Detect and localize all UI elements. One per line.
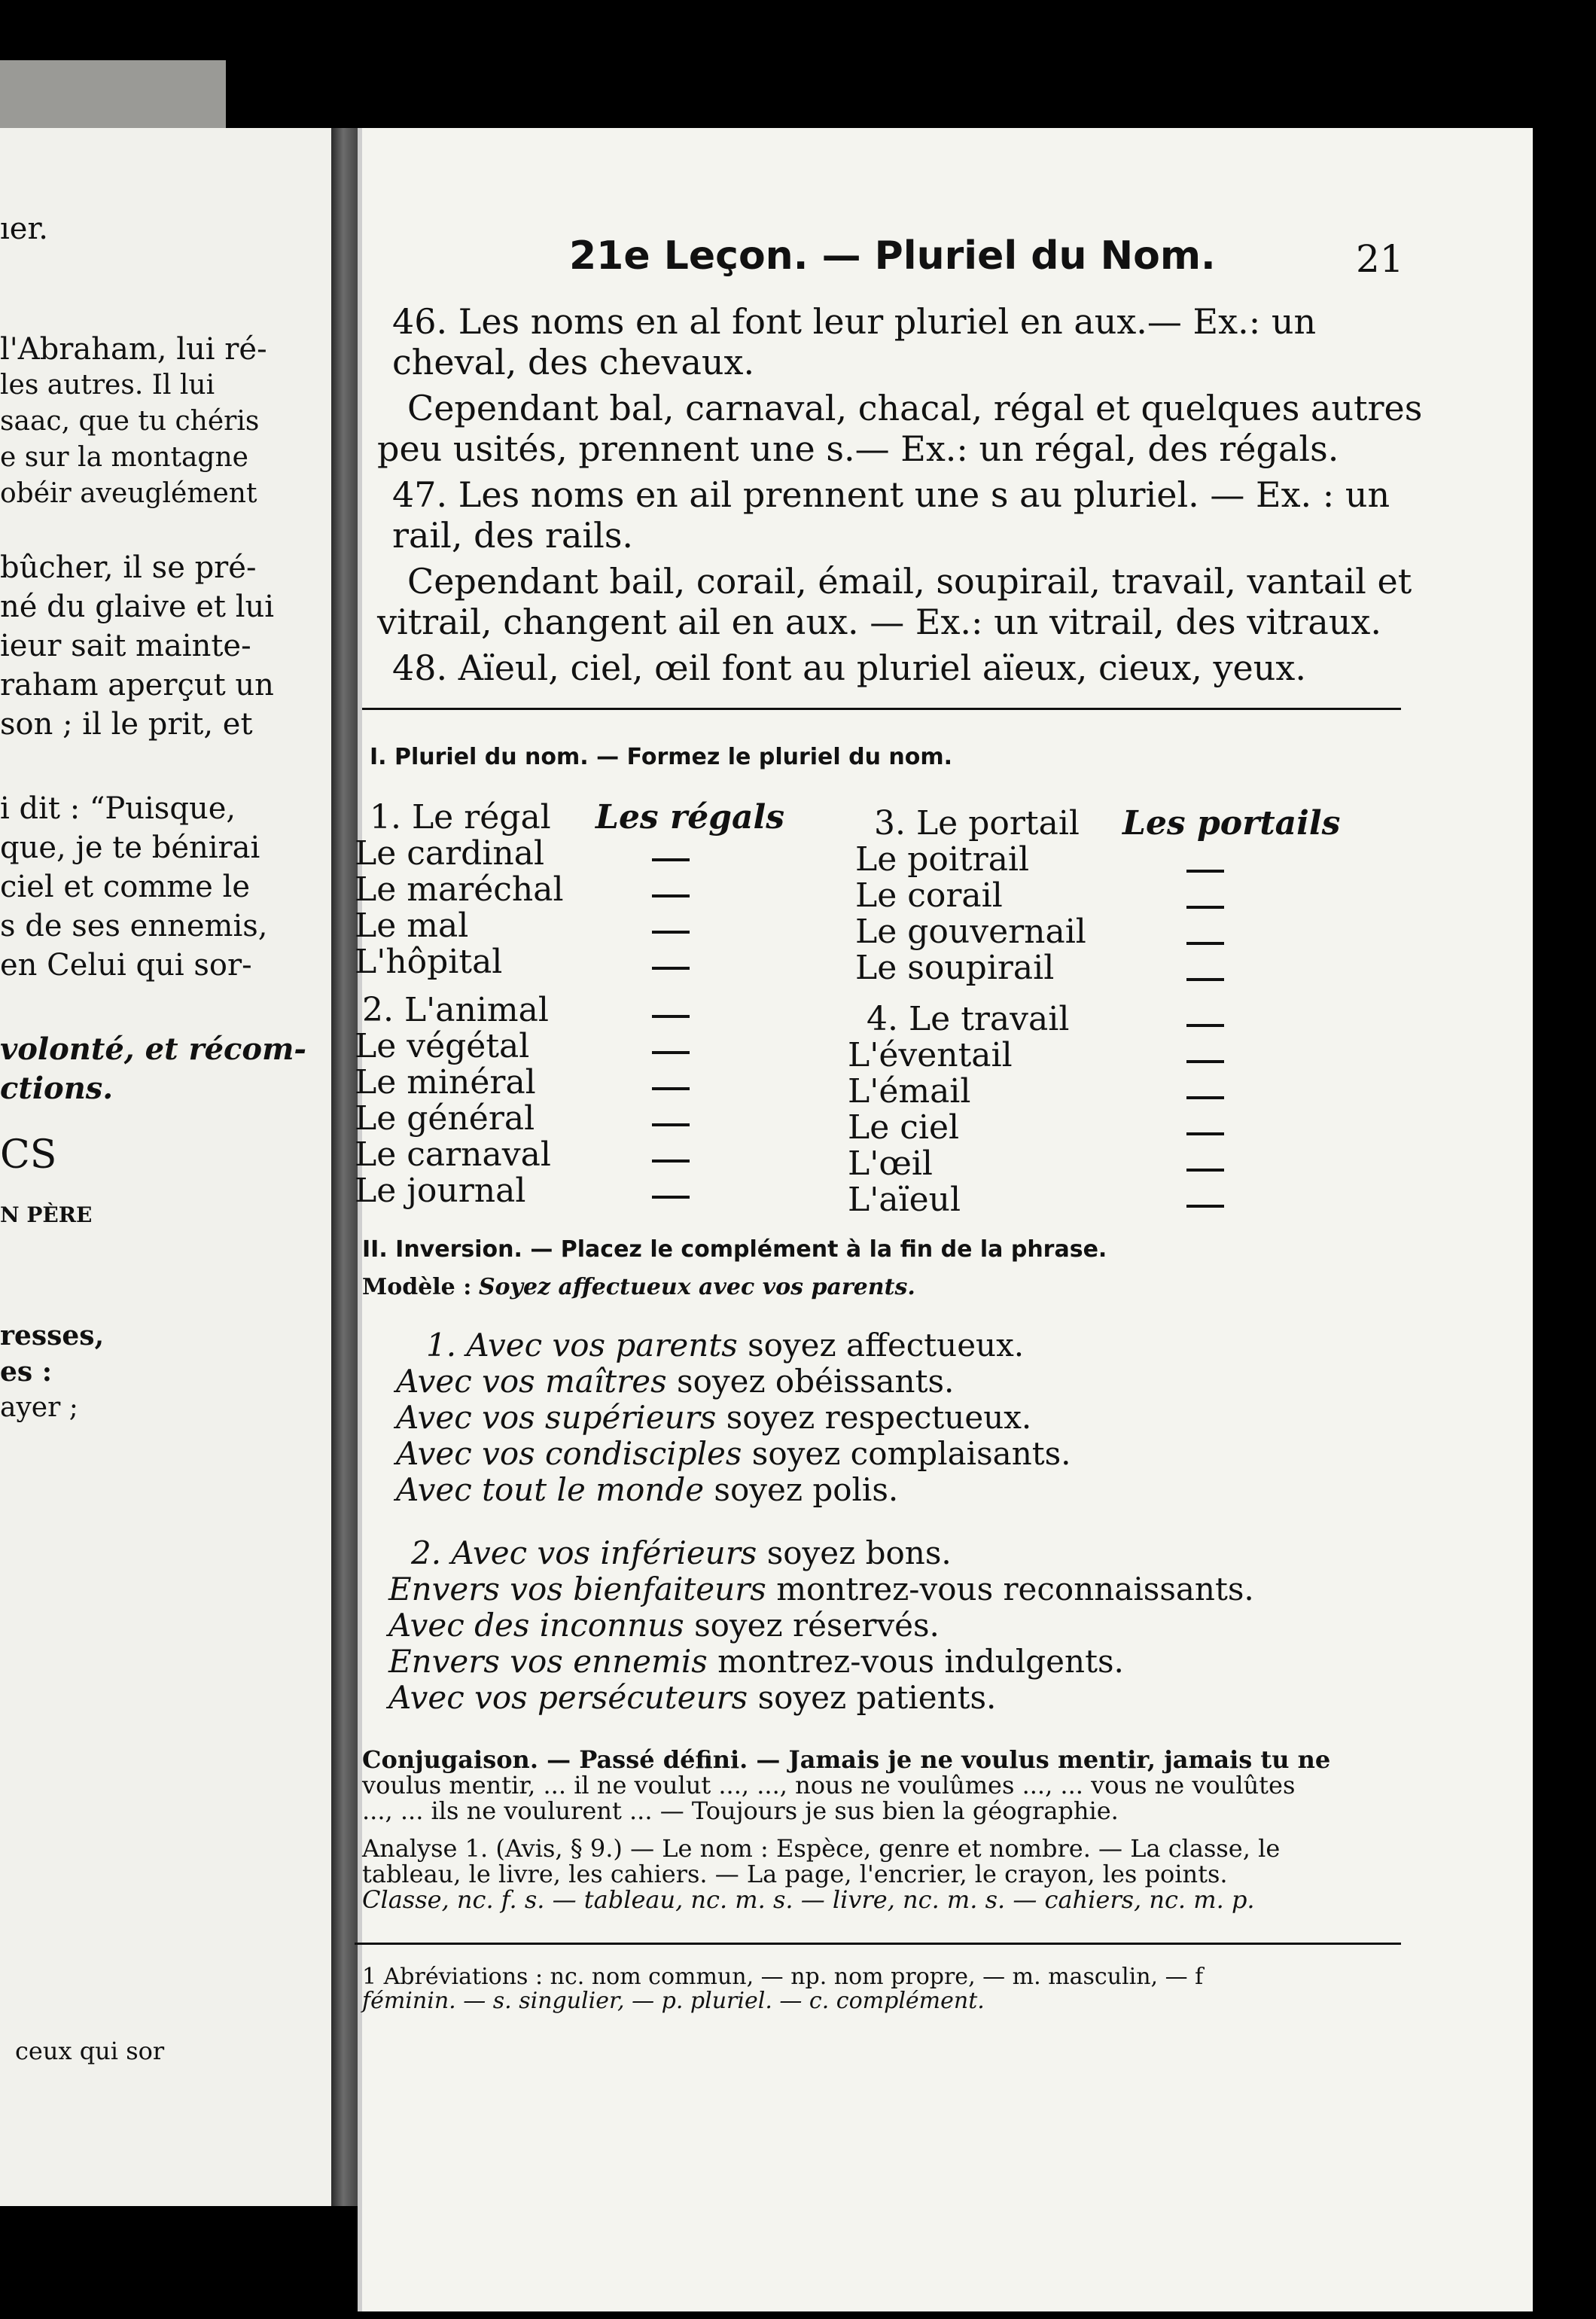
word-item: Le maréchal xyxy=(355,870,564,909)
answer-blank xyxy=(652,1196,690,1199)
sentence-complement: Envers vos bienfaiteurs xyxy=(388,1571,766,1607)
sentence-rest: soyez affectueux. xyxy=(737,1327,1025,1364)
left-line: i dit : “Puisque, xyxy=(0,791,236,826)
answer-example: Les régals xyxy=(595,798,784,836)
answer-blank xyxy=(1186,906,1224,909)
rule-48 xyxy=(392,648,1306,688)
left-line: ıer. xyxy=(0,212,48,246)
left-line: que, je te bénirai xyxy=(0,830,260,865)
model-label: Modèle : xyxy=(362,1274,472,1300)
sentence-line xyxy=(388,1569,1254,1610)
answer-blank xyxy=(1186,978,1224,981)
left-line: es : xyxy=(0,1356,52,1388)
answer-blank xyxy=(1186,942,1224,945)
footnote xyxy=(362,1965,1416,2013)
rule-46-exception: Cependant bal, carnaval, chacal, régal et quelques autres peu usités, prennent une s.— Ex.: un régal, des régals. xyxy=(377,388,1423,469)
right-page xyxy=(355,128,1533,2311)
answer-blank xyxy=(652,1087,690,1090)
answer-blank xyxy=(652,967,690,970)
sentence-line xyxy=(388,1678,996,1718)
left-line: volonté, et récom- xyxy=(0,1032,306,1067)
left-line: e sur la montagne xyxy=(0,442,248,473)
model-text: Soyez affectueux avec vos parents. xyxy=(478,1274,915,1300)
left-line: raham aperçut un xyxy=(0,668,274,702)
word-item: Le carnaval xyxy=(355,1135,551,1174)
left-line: obéir aveuglément xyxy=(0,478,257,509)
rule-47-exception: Cependant bail, corail, émail, soupirail, travail, vantail et vitrail, changent ail en aux. — Ex.: un vitrail, des vitraux. xyxy=(377,561,1412,642)
sentence-line xyxy=(388,1641,1124,1682)
left-line: bûcher, il se pré- xyxy=(0,550,257,585)
word-item: L'éventail xyxy=(848,1036,1013,1074)
rule-47 xyxy=(392,474,1446,556)
analysis-line: Analyse 1. (Avis, § 9.) — Le nom : Espèce, genre et nombre. — La classe, le xyxy=(362,1834,1281,1863)
answer-blank xyxy=(1186,1132,1224,1135)
conjugation-line: voulus mentir, ... il ne voulut ..., ..., nous ne voulûmes ..., ... vous ne voulûtes xyxy=(362,1771,1296,1799)
footnote-divider xyxy=(355,1943,1401,1945)
answer-blank xyxy=(1186,1024,1224,1027)
answer-blank xyxy=(652,1015,690,1018)
sentence-rest: soyez bons. xyxy=(757,1534,952,1571)
word-item: Le gouvernail xyxy=(855,913,1086,951)
left-line: son ; il le prit, et xyxy=(0,707,253,742)
left-line: s de ses ennemis, xyxy=(0,909,268,943)
analysis-line: tableau, le livre, les cahiers. — La page, l'encrier, le crayon, les points. xyxy=(362,1860,1228,1888)
answer-blank xyxy=(652,931,690,934)
answer-blank xyxy=(652,858,690,861)
conjugation-block xyxy=(362,1747,1386,1824)
page-number: 21 xyxy=(1356,237,1404,281)
left-line: ieur sait mainte- xyxy=(0,629,251,663)
sentence-line xyxy=(396,1397,1031,1438)
rule-number: 48. xyxy=(392,648,448,688)
sentence-complement: Avec tout le monde xyxy=(396,1471,705,1508)
left-line: resses, xyxy=(0,1320,105,1351)
sentence-line xyxy=(426,1325,1024,1366)
left-line: en Celui qui sor- xyxy=(0,948,252,983)
answer-blank xyxy=(1186,1169,1224,1172)
left-line: ctions. xyxy=(0,1071,114,1106)
sentence-complement: Envers vos ennemis xyxy=(388,1643,708,1680)
footnote-line: 1 Abréviations : nc. nom commun, — np. nom propre, — m. masculin, — f xyxy=(362,1964,1204,1990)
sentence-line xyxy=(411,1533,952,1574)
conjugation-line: Conjugaison. — Passé défini. — Jamais je ne voulus mentir, jamais tu ne xyxy=(362,1745,1331,1774)
left-page xyxy=(0,128,331,2206)
word-item: Le soupirail xyxy=(855,949,1055,987)
word-item: Le corail xyxy=(855,876,1003,915)
word-item: Le cardinal xyxy=(355,834,545,873)
sentence-complement: Avec vos maîtres xyxy=(396,1363,667,1400)
sentence-complement: Avec vos persécuteurs xyxy=(388,1679,748,1716)
exercise-2-title: II. Inversion. — Placez le complément à la fin de la phrase. xyxy=(362,1236,1107,1263)
rule-text: Aïeul, ciel, œil font au pluriel aïeux, cieux, yeux. xyxy=(458,648,1306,688)
sentence-rest: soyez obéissants. xyxy=(666,1363,955,1400)
sentence-rest: soyez patients. xyxy=(748,1679,997,1716)
word-item: L'œil xyxy=(848,1144,933,1183)
word-item: 4. Le travail xyxy=(867,1000,1070,1038)
sentence-complement: 2. Avec vos inférieurs xyxy=(411,1534,757,1571)
rule-text: Les noms en ail prennent une s au pluriel. — Ex. : un rail, des rails. xyxy=(392,474,1390,556)
answer-blank xyxy=(1186,870,1224,873)
sentence-rest: soyez réservés. xyxy=(684,1607,940,1644)
word-item: 2. L'animal xyxy=(362,991,549,1029)
answer-blank xyxy=(652,1051,690,1054)
word-item: L'hôpital xyxy=(355,943,503,981)
sentence-line xyxy=(396,1434,1071,1474)
word-item: Le général xyxy=(355,1099,535,1138)
word-item: Le journal xyxy=(355,1172,526,1210)
exercise-1-title: I. Pluriel du nom. — Formez le pluriel du nom. xyxy=(370,744,953,770)
left-page-edge xyxy=(0,60,226,128)
word-item: L'aïeul xyxy=(848,1181,961,1219)
answer-blank xyxy=(652,1123,690,1126)
analysis-line: Classe, nc. f. s. — tableau, nc. m. s. — livre, nc. m. s. — cahiers, nc. m. p. xyxy=(362,1885,1255,1914)
left-line: ceux qui sor xyxy=(15,2037,165,2065)
conjugation-line: ..., ... ils ne voulurent ... — Toujours je sus bien la géographie. xyxy=(362,1796,1119,1825)
analysis-block xyxy=(362,1836,1386,1912)
rule-number: 47. xyxy=(392,474,448,515)
word-item: Le végétal xyxy=(355,1027,530,1065)
left-line: les autres. Il lui xyxy=(0,370,215,401)
rule-number: 46. xyxy=(392,301,448,342)
word-item: 3. Le portail xyxy=(874,804,1080,843)
left-line: N PÈRE xyxy=(0,1202,93,1227)
sentence-rest: soyez polis. xyxy=(704,1471,899,1508)
left-line: l'Abraham, lui ré- xyxy=(0,332,267,367)
left-line: saac, que tu chéris xyxy=(0,406,260,437)
sentence-complement: Avec vos condisciples xyxy=(396,1435,742,1472)
left-line: né du glaive et lui xyxy=(0,590,275,624)
left-line: ciel et comme le xyxy=(0,870,251,904)
sentence-rest: soyez complaisants. xyxy=(742,1435,1071,1472)
sentence-rest: soyez respectueux. xyxy=(716,1399,1032,1436)
rule-46 xyxy=(392,301,1446,382)
page-title: 21e Leçon. — Pluriel du Nom. xyxy=(569,233,1216,279)
answer-blank xyxy=(652,894,690,897)
left-line: ayer ; xyxy=(0,1392,78,1423)
word-item: L'émail xyxy=(848,1072,971,1111)
word-item: Le ciel xyxy=(848,1108,960,1147)
answer-blank xyxy=(1186,1096,1224,1099)
word-item: Le minéral xyxy=(355,1063,536,1102)
sentence-line xyxy=(396,1361,954,1402)
section-divider xyxy=(362,708,1401,710)
answer-example: Les portails xyxy=(1122,804,1341,843)
sentence-complement: 1. Avec vos parents xyxy=(426,1327,738,1364)
sentence-complement: Avec vos supérieurs xyxy=(396,1399,717,1436)
word-item: Le mal xyxy=(355,907,469,945)
answer-blank xyxy=(652,1160,690,1163)
sentence-rest: montrez-vous indulgents. xyxy=(707,1643,1124,1680)
word-item: Le poitrail xyxy=(855,840,1030,879)
sentence-complement: Avec des inconnus xyxy=(388,1607,684,1644)
footnote-line: féminin. — s. singulier, — p. pluriel. — c. complément. xyxy=(362,1988,985,2014)
model-sentence xyxy=(362,1274,915,1300)
answer-blank xyxy=(1186,1205,1224,1208)
word-item: 1. Le régal xyxy=(370,798,551,836)
answer-blank xyxy=(1186,1060,1224,1063)
sentence-line xyxy=(396,1470,898,1510)
left-line: CS xyxy=(0,1132,57,1178)
sentence-line xyxy=(388,1605,940,1646)
rule-text: Les noms en al font leur pluriel en aux.— Ex.: un cheval, des chevaux. xyxy=(392,301,1317,382)
sentence-rest: montrez-vous reconnaissants. xyxy=(766,1571,1254,1607)
